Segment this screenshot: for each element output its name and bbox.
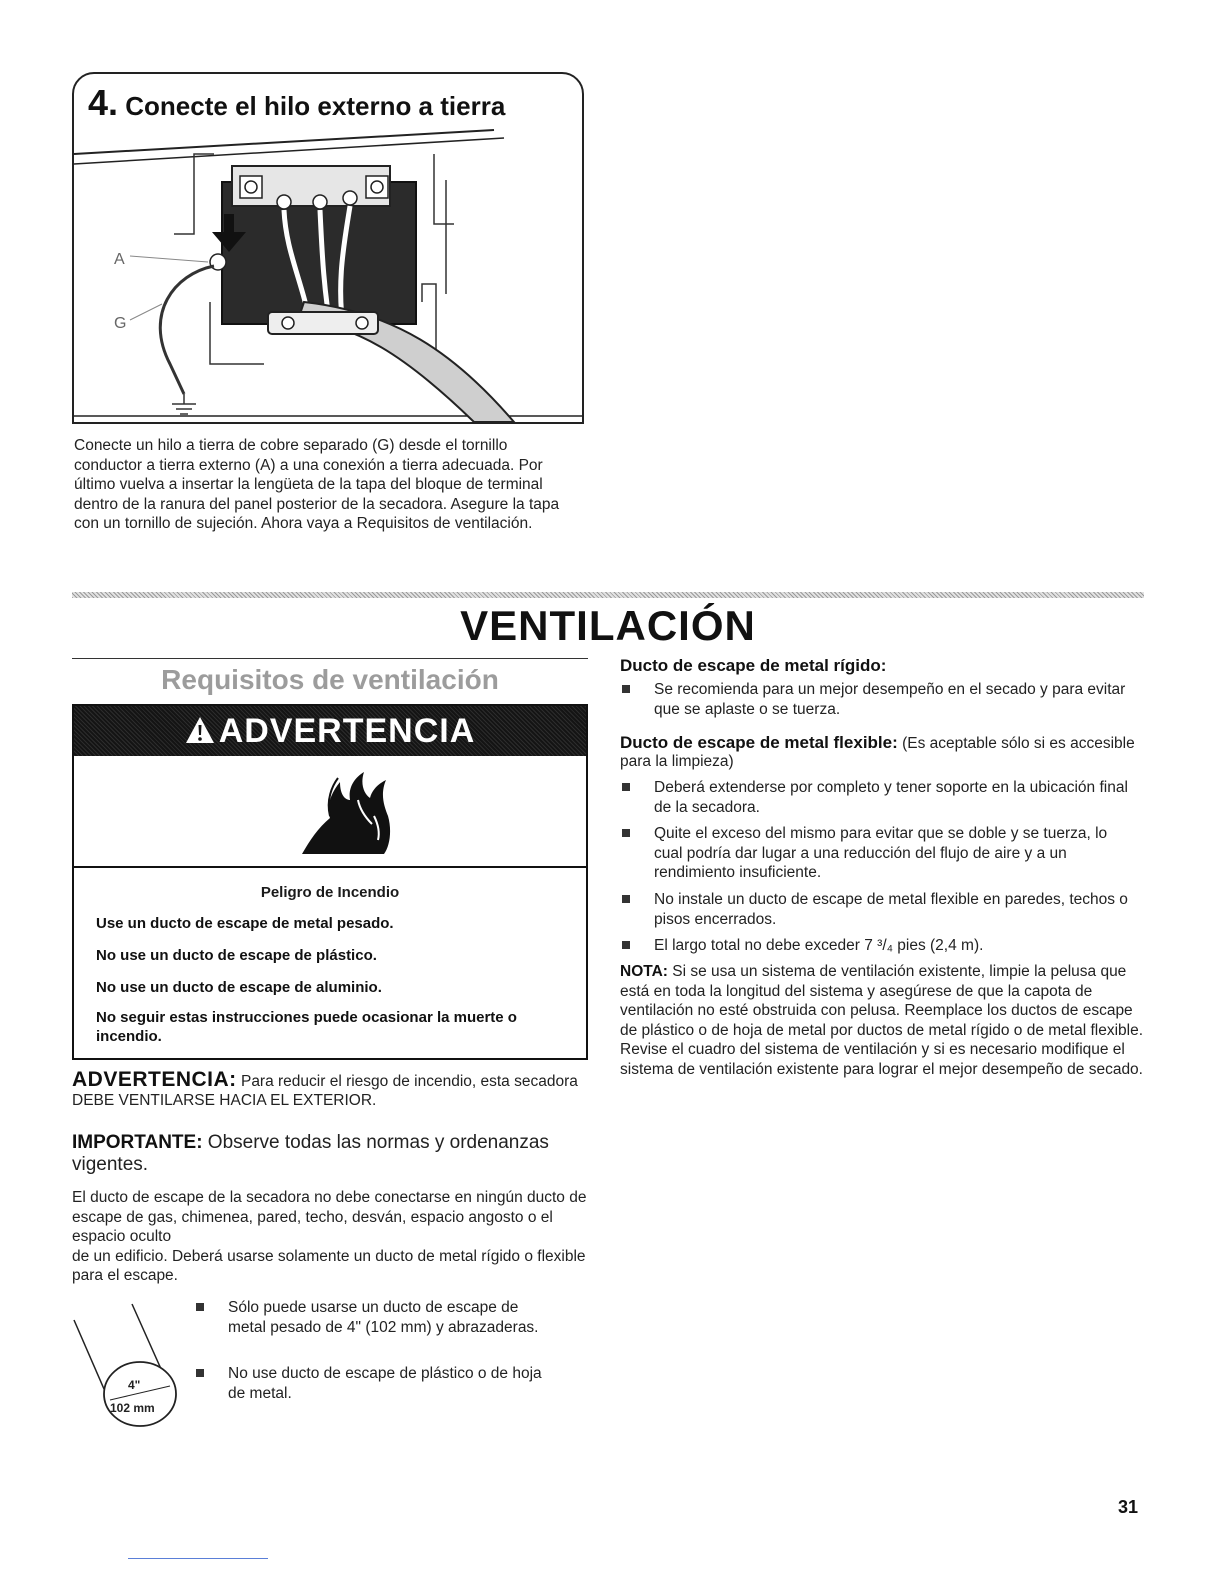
- bullet-square-icon: [622, 685, 630, 693]
- list-item: [620, 778, 1130, 817]
- note-lead: NOTA:: [620, 963, 668, 980]
- bullet-square-icon: [196, 1303, 204, 1311]
- step-paragraph: Conecte un hilo a tierra de cobre separado (G) desde el tornillo conductor a tierra externo (A) a una conexión a tierra adecuada. Por último vuelva a insertar la lengüeta de la tapa del bloque de terminal dentro de la ranura del panel posterior de la secadora. Asegure la tapa con un tornillo de sujeción. Ahora vaya a Requisitos de ventilación.: [74, 437, 560, 532]
- step-number: 4.: [88, 82, 119, 123]
- warning-line: Use un ducto de escape de metal pesado.: [96, 915, 394, 932]
- bullet-square-icon: [622, 829, 630, 837]
- footer-rule: [128, 1558, 268, 1559]
- body-line-2: de un edificio. Deberá usarse solamente un ducto de metal rígido o flexible para el escape.: [72, 1247, 586, 1284]
- flexible-duct-heading: [620, 734, 1150, 771]
- bullet-square-icon: [622, 941, 630, 949]
- fire-icon: [300, 770, 392, 856]
- step-4-panel: [72, 72, 584, 424]
- page-number: 31: [1118, 1497, 1139, 1517]
- list-item-text: Sólo puede usarse un ducto de escape de metal pesado de 4" (102 mm) y abrazaderas.: [228, 1299, 539, 1336]
- advertencia-text: Para reducir el riesgo de incendio, esta secadora DEBE VENTILARSE HACIA EL EXTERIOR.: [72, 1073, 578, 1109]
- warning-banner-text: ADVERTENCIA: [218, 712, 476, 750]
- body-paragraph: [72, 1188, 602, 1286]
- warning-banner-label: [74, 712, 586, 751]
- list-item: [620, 680, 1130, 719]
- list-item: [194, 1364, 554, 1403]
- warning-line: No use un ducto de escape de plástico.: [96, 947, 377, 964]
- list-item: [620, 824, 1130, 883]
- flexible-duct-lead: Ducto de escape de metal flexible:: [620, 733, 898, 752]
- list-item-text: Quite el exceso del mismo para evitar que se doble y se tuerza, lo cual podría dar lugar a una reducción del flujo de aire y a un rendimiento insuficiente.: [654, 825, 1108, 881]
- bullet-square-icon: [196, 1369, 204, 1377]
- label-a: A: [114, 251, 125, 268]
- bullet-square-icon: [622, 783, 630, 791]
- warning-banner: [74, 706, 586, 756]
- warning-line: No use un ducto de escape de aluminio.: [96, 979, 382, 996]
- warning-triangle-icon: [185, 716, 215, 744]
- advertencia-lead: ADVERTENCIA:: [72, 1068, 237, 1091]
- step-title: Conecte el hilo externo a tierra: [125, 91, 506, 121]
- importante-paragraph: [72, 1132, 588, 1176]
- list-item-text: No instale un ducto de escape de metal flexible en paredes, techos o pisos encerrados.: [654, 891, 1128, 928]
- subsection-title: Requisitos de ventilación: [161, 664, 499, 695]
- step-heading: [88, 82, 505, 124]
- note-text: Si se usa un sistema de ventilación existente, limpie la pelusa que está en toda la longitud del sistema y asegúrese de que la capota de ventilación no esté obstruida con pelusa. Reemplace los ductos de escape de plástico o de hoja de metal por ductos de metal rígido o de metal flexible. Revise el cuadro del sistema de ventilación y si es necesario modifique el sistema de ventilación existente para lograr el mejor desempeño de secado.: [620, 963, 1144, 1078]
- hazard-title: Peligro de Incendio: [260, 884, 400, 901]
- list-item-text: Se recomienda para un mejor desempeño en el secado y para evitar que se aplaste o se tuerza.: [654, 681, 1126, 718]
- list-item-text: No use ducto de escape de plástico o de hoja de metal.: [228, 1365, 542, 1402]
- list-item-text: El largo total no debe exceder 7 ³/₄ pies (2,4 m).: [654, 937, 984, 954]
- list-item: [620, 936, 1130, 956]
- importante-text: Observe todas las normas y ordenanzas vigentes.: [72, 1132, 549, 1175]
- flexible-duct-note: (Es aceptable sólo si es accesible para la limpieza): [620, 735, 1135, 770]
- bullet-square-icon: [622, 895, 630, 903]
- duct-diameter-figure: [70, 1302, 182, 1428]
- section-rule: [72, 592, 1144, 598]
- figure-label-mm: 102 mm: [110, 1401, 155, 1415]
- warning-box: [72, 704, 588, 1060]
- terminal-block-illustration: [74, 124, 582, 422]
- body-line-1: El ducto de escape de la secadora no debe conectarse en ningún ducto de escape de gas, chimenea, pared, techo, desván, espacio angosto o el espacio oculto: [72, 1189, 587, 1245]
- note-paragraph: [620, 962, 1146, 1079]
- advertencia-paragraph: [72, 1070, 588, 1110]
- subsection-rule: [72, 658, 588, 659]
- figure-label-inch: 4": [128, 1378, 141, 1392]
- list-item: [194, 1298, 554, 1337]
- list-item: [620, 890, 1140, 929]
- section-title: VENTILACIÓN: [460, 602, 756, 649]
- list-item-text: Deberá extenderse por completo y tener soporte en la ubicación final de la secadora.: [654, 779, 1128, 816]
- label-g: G: [114, 315, 127, 332]
- importante-lead: IMPORTANTE:: [72, 1132, 203, 1153]
- warning-line: No seguir estas instrucciones puede ocasionar la muerte o incendio.: [96, 1009, 517, 1045]
- warning-divider: [74, 866, 586, 868]
- rigid-duct-heading: Ducto de escape de metal rígido:: [620, 656, 887, 675]
